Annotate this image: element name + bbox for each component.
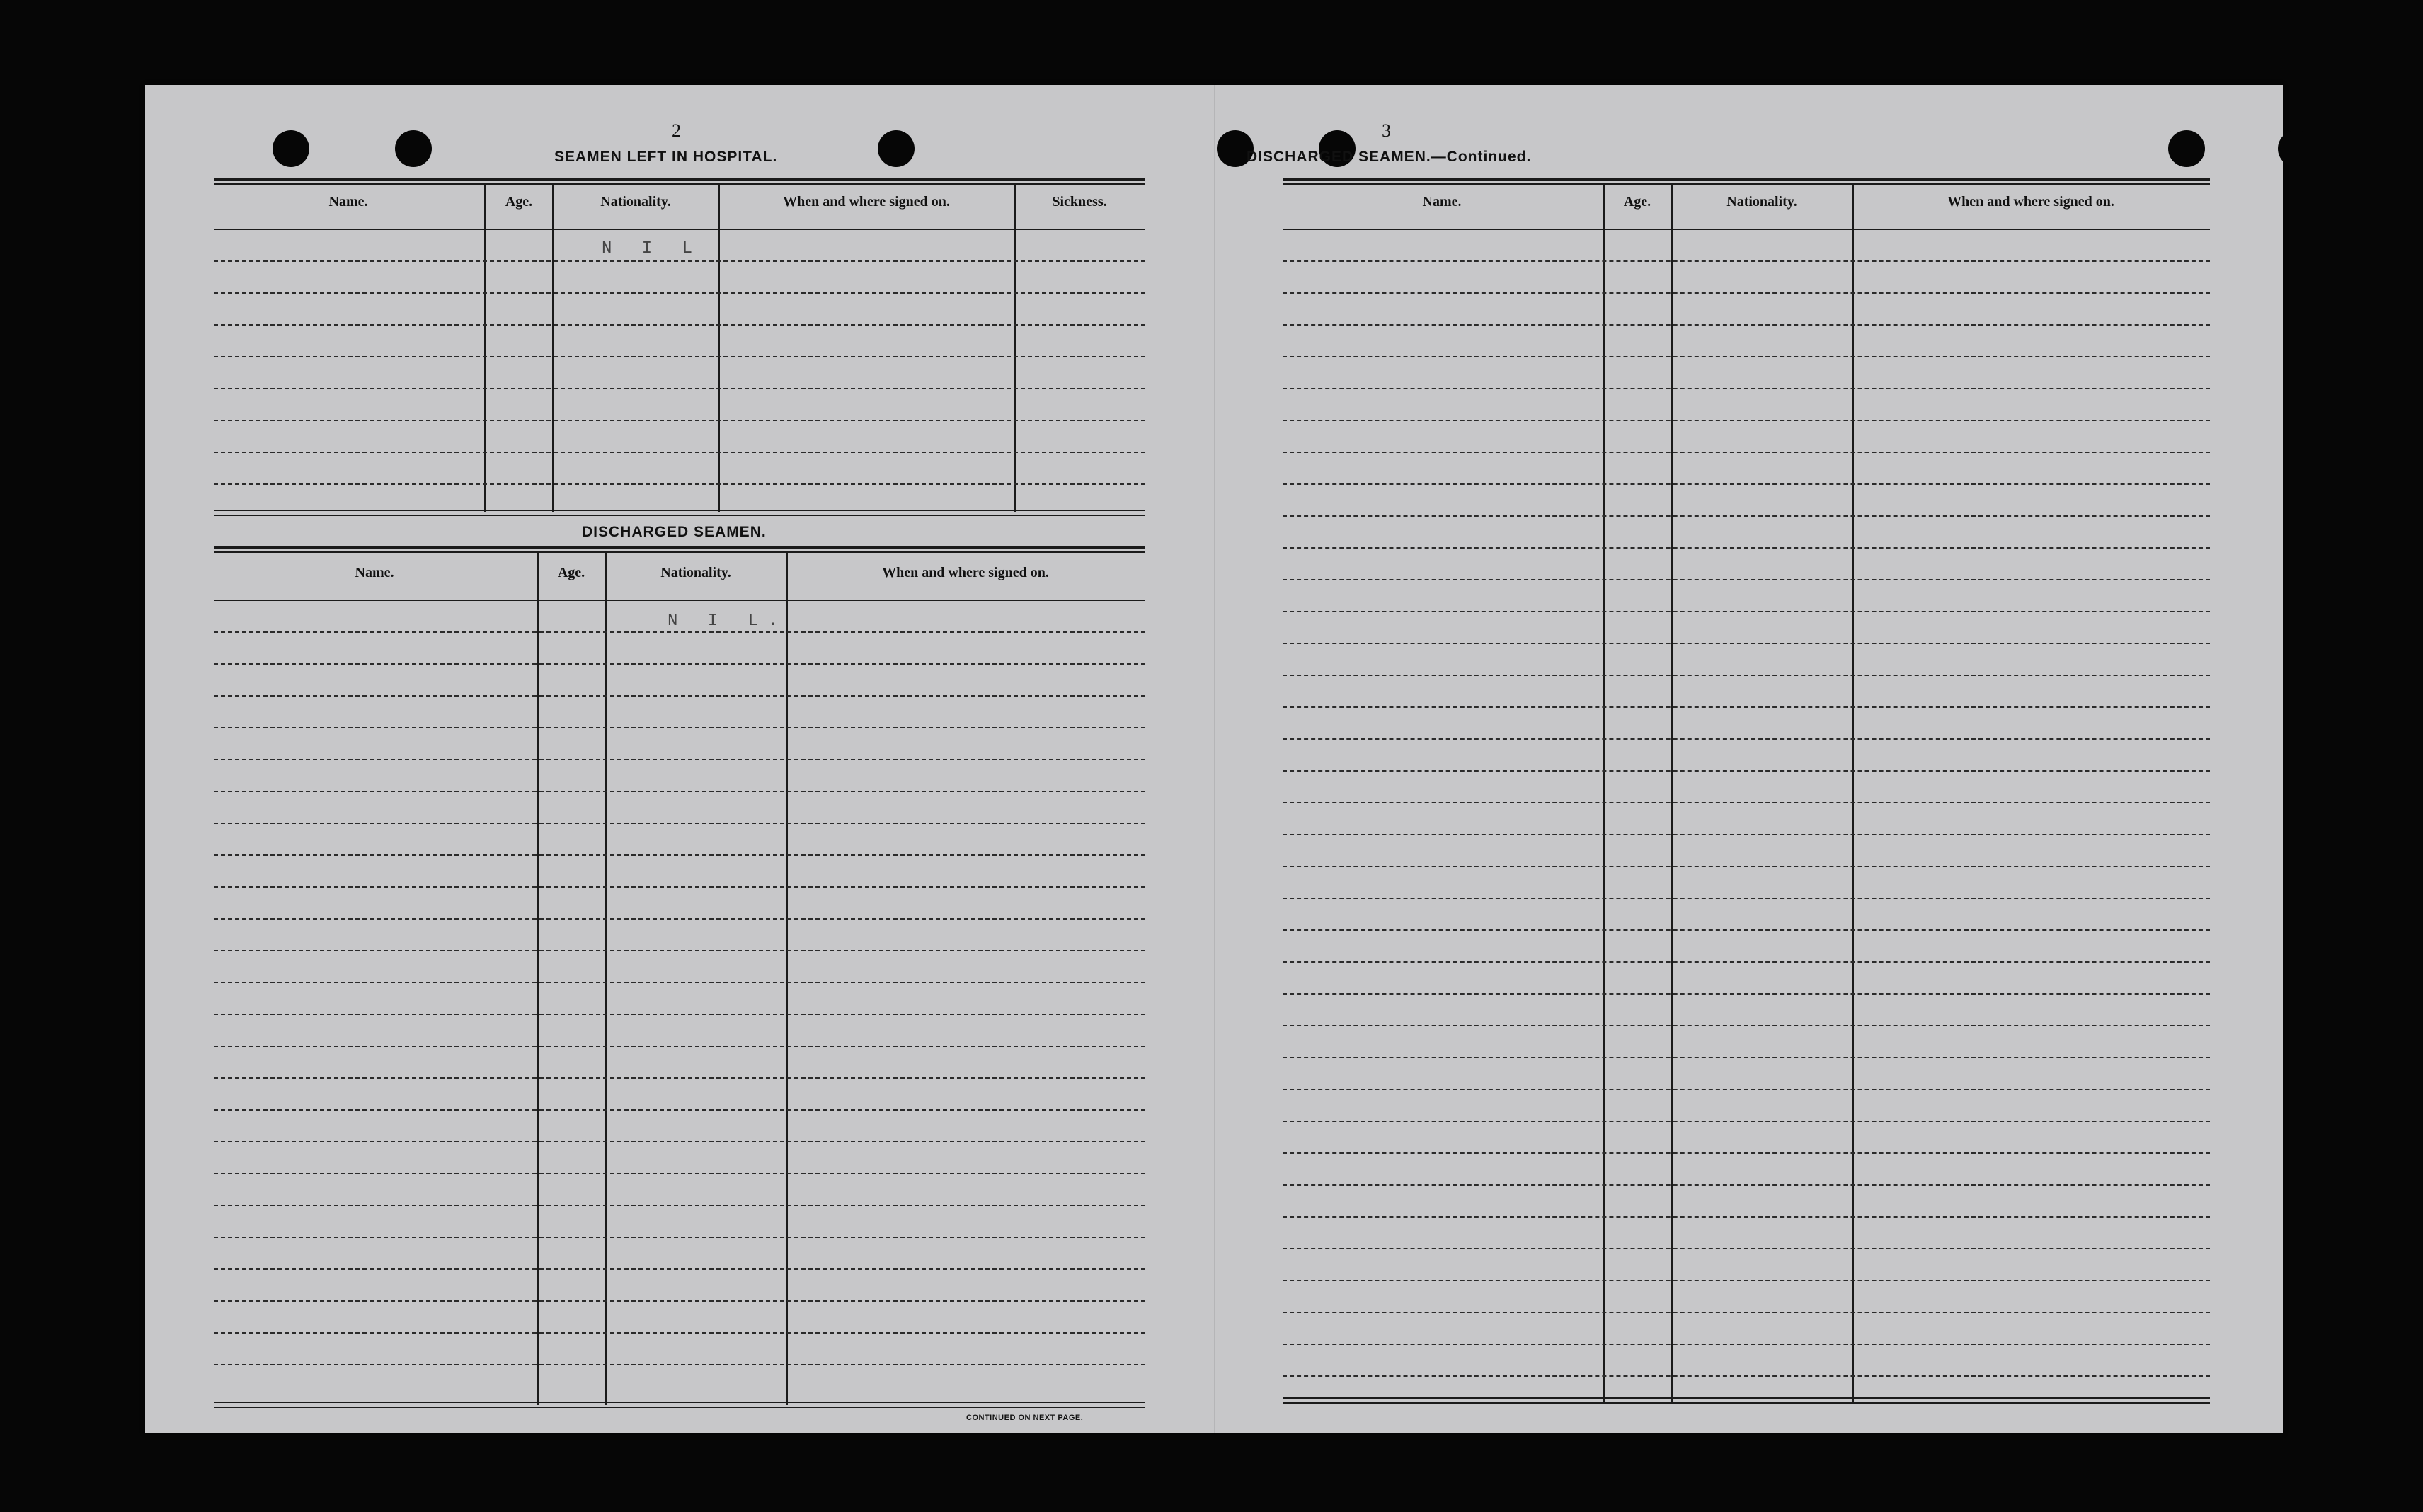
right-entry-line	[1283, 738, 2210, 740]
right-entry-line	[1283, 420, 2210, 421]
right-entry-line	[1283, 961, 2210, 963]
right-entry-line	[1283, 292, 2210, 294]
discharged-entry-line	[214, 1205, 1145, 1206]
right-entry-line	[1283, 1089, 2210, 1090]
discharged-entry-line	[214, 1109, 1145, 1111]
right-entry-line	[1283, 993, 2210, 995]
right-bottom-rule	[1283, 1397, 2210, 1399]
discharged-entry-line	[214, 950, 1145, 951]
hospital-entry-line	[214, 260, 1145, 262]
discharged-col-divider	[605, 552, 607, 1405]
hospital-col-age: Age.	[505, 194, 533, 210]
discharged-entry-line	[214, 1141, 1145, 1142]
discharged-entry-line	[214, 1268, 1145, 1270]
right-section-title: DISCHARGED SEAMEN.—Continued.	[1247, 149, 1532, 165]
discharged-entry-line	[214, 1077, 1145, 1079]
hospital-entry-line	[214, 483, 1145, 485]
discharged-entry-line	[214, 854, 1145, 856]
discharged-entry-line	[214, 759, 1145, 760]
hospital-entry-line	[214, 356, 1145, 357]
discharged-entry-line	[214, 982, 1145, 983]
right-col-when-where: When and where signed on.	[1947, 194, 2114, 210]
right-entry-line	[1283, 929, 2210, 931]
discharged-entry-line	[214, 1237, 1145, 1238]
right-col-divider	[1603, 184, 1605, 1402]
discharged-entry-line	[214, 1014, 1145, 1015]
right-entry-line	[1283, 1121, 2210, 1122]
hospital-bottom-rule-2	[214, 515, 1145, 516]
discharged-bottom-rule-2	[214, 1407, 1145, 1408]
hospital-col-when-where: When and where signed on.	[783, 194, 950, 210]
hospital-bottom-rule	[214, 510, 1145, 511]
right-col-name: Name.	[1422, 194, 1462, 210]
right-entry-line	[1283, 675, 2210, 676]
discharged-entry-line	[214, 791, 1145, 792]
discharged-nil-entry: N I L.	[668, 612, 789, 631]
discharged-col-age: Age.	[557, 565, 585, 580]
hospital-top-rule	[214, 178, 1145, 181]
hospital-col-divider	[718, 184, 720, 512]
discharged-entry-line	[214, 1300, 1145, 1302]
right-entry-line	[1283, 388, 2210, 389]
discharged-section-title: DISCHARGED SEAMEN.	[582, 524, 767, 540]
discharged-col-name: Name.	[355, 565, 394, 580]
page-number: 3	[1382, 120, 1391, 141]
punch-hole-icon	[2168, 130, 2205, 167]
right-entry-line	[1283, 1216, 2210, 1218]
page-number: 2	[672, 120, 681, 141]
right-col-divider	[1852, 184, 1854, 1402]
right-col-age: Age.	[1623, 194, 1651, 210]
right-entry-line	[1283, 547, 2210, 549]
discharged-entry-line	[214, 823, 1145, 824]
hospital-header-rule	[214, 229, 1145, 230]
discharged-entry-line	[214, 695, 1145, 697]
hospital-col-name: Name.	[328, 194, 368, 210]
right-entry-line	[1283, 1025, 2210, 1026]
right-entry-line	[1283, 1152, 2210, 1154]
hospital-nil-entry: N I L	[602, 239, 703, 258]
right-entry-line	[1283, 834, 2210, 835]
discharged-top-rule	[214, 546, 1145, 549]
left-page	[145, 85, 1214, 1433]
hospital-col-sickness: Sickness.	[1052, 194, 1107, 210]
discharged-entry-line	[214, 1173, 1145, 1174]
discharged-entry-line	[214, 1046, 1145, 1047]
hospital-entry-line	[214, 388, 1145, 389]
right-entry-line	[1283, 802, 2210, 803]
discharged-entry-line	[214, 1364, 1145, 1365]
right-entry-line	[1283, 324, 2210, 326]
hospital-entry-line	[214, 452, 1145, 453]
hospital-col-divider	[1014, 184, 1016, 512]
right-entry-line	[1283, 1184, 2210, 1186]
right-entry-line	[1283, 515, 2210, 517]
hospital-col-divider	[552, 184, 554, 512]
discharged-col-nationality: Nationality.	[660, 565, 731, 580]
right-entry-line	[1283, 1312, 2210, 1313]
discharged-entry-line	[214, 663, 1145, 665]
punch-hole-icon	[878, 130, 915, 167]
right-entry-line	[1283, 770, 2210, 772]
discharged-bottom-rule	[214, 1402, 1145, 1403]
right-col-divider	[1671, 184, 1673, 1402]
right-col-nationality: Nationality.	[1726, 194, 1797, 210]
right-entry-line	[1283, 898, 2210, 899]
right-entry-line	[1283, 579, 2210, 580]
discharged-header-rule	[214, 600, 1145, 601]
ledger-sheet	[145, 85, 2283, 1433]
right-entry-line	[1283, 260, 2210, 262]
discharged-top-rule-2	[214, 551, 1145, 553]
punch-hole-icon	[2278, 130, 2315, 167]
discharged-entry-line	[214, 631, 1145, 633]
continued-note: CONTINUED ON NEXT PAGE.	[966, 1414, 1084, 1422]
discharged-entry-line	[214, 918, 1145, 920]
right-entry-line	[1283, 643, 2210, 644]
hospital-entry-line	[214, 292, 1145, 294]
hospital-top-rule-2	[214, 183, 1145, 185]
hospital-col-divider	[484, 184, 486, 512]
right-bottom-rule-2	[1283, 1402, 2210, 1404]
right-entry-line	[1283, 1248, 2210, 1249]
right-top-rule-2	[1283, 183, 2210, 185]
discharged-entry-line	[214, 727, 1145, 728]
discharged-entry-line	[214, 886, 1145, 888]
hospital-section-title: SEAMEN LEFT IN HOSPITAL.	[554, 149, 778, 165]
discharged-col-divider	[786, 552, 788, 1405]
hospital-entry-line	[214, 420, 1145, 421]
discharged-entry-line	[214, 1332, 1145, 1334]
right-entry-line	[1283, 1280, 2210, 1281]
discharged-col-when-where: When and where signed on.	[882, 565, 1049, 580]
discharged-col-divider	[537, 552, 539, 1405]
right-entry-line	[1283, 483, 2210, 485]
punch-hole-icon	[395, 130, 432, 167]
hospital-entry-line	[214, 324, 1145, 326]
right-entry-line	[1283, 706, 2210, 708]
hospital-col-nationality: Nationality.	[600, 194, 671, 210]
right-entry-line	[1283, 452, 2210, 453]
right-top-rule	[1283, 178, 2210, 181]
right-entry-line	[1283, 1057, 2210, 1058]
right-entry-line	[1283, 611, 2210, 612]
right-entry-line	[1283, 356, 2210, 357]
right-page	[1214, 85, 2284, 1433]
right-entry-line	[1283, 866, 2210, 867]
right-entry-line	[1283, 1375, 2210, 1377]
right-entry-line	[1283, 1344, 2210, 1345]
punch-hole-icon	[273, 130, 309, 167]
right-header-rule	[1283, 229, 2210, 230]
